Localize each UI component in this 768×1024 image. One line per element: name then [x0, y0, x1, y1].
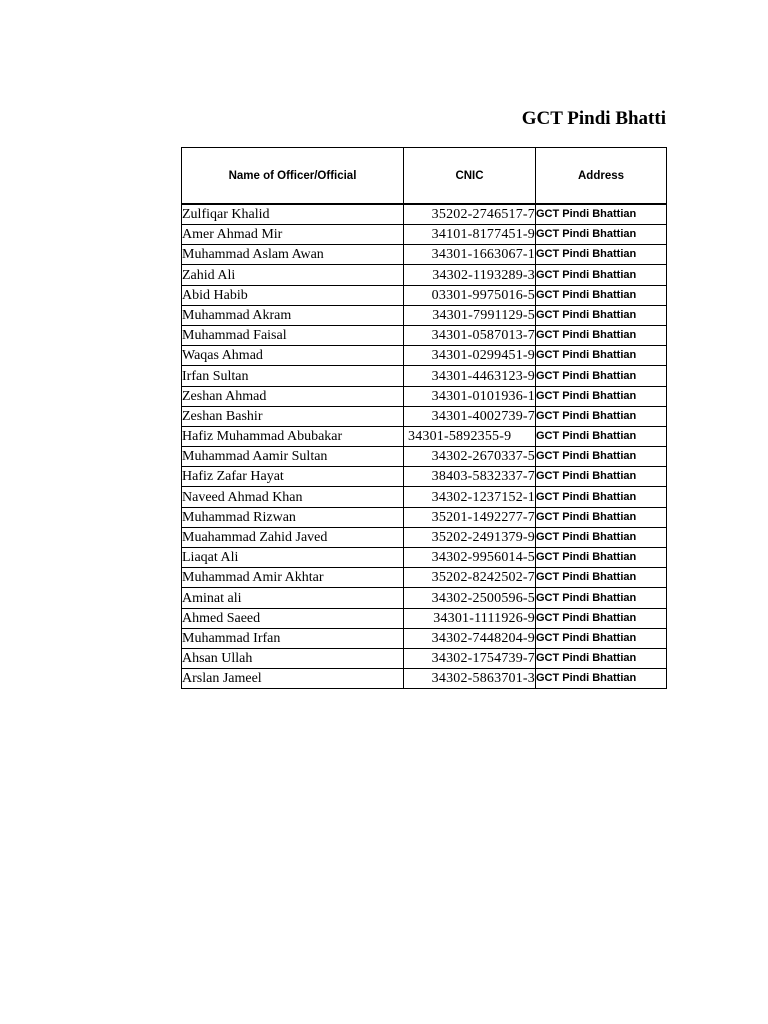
- cell-name: Zeshan Bashir: [182, 406, 404, 426]
- cell-name: Hafiz Muhammad Abubakar: [182, 426, 404, 446]
- cell-cnic: 38403-5832337-7: [404, 467, 536, 487]
- cell-cnic: 34302-9956014-5: [404, 548, 536, 568]
- cell-name: Abid Habib: [182, 285, 404, 305]
- table-row: [182, 204, 667, 225]
- cell-address: GCT Pindi Bhattian: [536, 648, 667, 668]
- cell-address: GCT Pindi Bhattian: [536, 487, 667, 507]
- cell-name: Waqas Ahmad: [182, 346, 404, 366]
- cell-address: GCT Pindi Bhattian: [536, 305, 667, 325]
- table-row: [182, 366, 667, 386]
- table-row: [182, 608, 667, 628]
- cell-name: Arslan Jameel: [182, 669, 404, 689]
- cell-name: Ahmed Saeed: [182, 608, 404, 628]
- cell-name: Hafiz Zafar Hayat: [182, 467, 404, 487]
- cell-cnic: 34101-8177451-9: [404, 225, 536, 245]
- cell-cnic: 03301-9975016-5: [404, 285, 536, 305]
- table-row: [182, 346, 667, 366]
- cell-address: GCT Pindi Bhattian: [536, 346, 667, 366]
- cell-name: Ahsan Ullah: [182, 648, 404, 668]
- staff-table: [181, 147, 667, 689]
- cell-cnic: 34301-7991129-5: [404, 305, 536, 325]
- cell-name: Amer Ahmad Mir: [182, 225, 404, 245]
- table-header-row: [182, 148, 667, 205]
- cell-address: GCT Pindi Bhattian: [536, 285, 667, 305]
- cell-cnic: 34301-0587013-7: [404, 325, 536, 345]
- cell-name: Muhammad Aamir Sultan: [182, 447, 404, 467]
- cell-cnic: 34302-2670337-5: [404, 447, 536, 467]
- cell-name: Liaqat Ali: [182, 548, 404, 568]
- table-row: [182, 648, 667, 668]
- cell-address: GCT Pindi Bhattian: [536, 447, 667, 467]
- cell-cnic: 34301-5892355-9: [404, 426, 536, 446]
- table-row: [182, 487, 667, 507]
- cell-address: GCT Pindi Bhattian: [536, 669, 667, 689]
- table-row: [182, 305, 667, 325]
- cell-address: GCT Pindi Bhattian: [536, 265, 667, 285]
- cell-cnic: 35202-2491379-9: [404, 527, 536, 547]
- table-row: [182, 588, 667, 608]
- cell-cnic: 34301-1111926-9: [404, 608, 536, 628]
- cell-address: GCT Pindi Bhattian: [536, 548, 667, 568]
- cell-cnic: 34302-1754739-7: [404, 648, 536, 668]
- cell-address: GCT Pindi Bhattian: [536, 628, 667, 648]
- header-cnic: CNIC: [404, 148, 536, 205]
- cell-address: GCT Pindi Bhattian: [536, 467, 667, 487]
- cell-cnic: 34301-4463123-9: [404, 366, 536, 386]
- header-address: Address: [536, 148, 667, 205]
- cell-name: Muhammad Aslam Awan: [182, 245, 404, 265]
- cell-address: GCT Pindi Bhattian: [536, 568, 667, 588]
- cell-cnic: 34301-4002739-7: [404, 406, 536, 426]
- cell-address: GCT Pindi Bhattian: [536, 225, 667, 245]
- cell-name: Zeshan Ahmad: [182, 386, 404, 406]
- cell-address: GCT Pindi Bhattian: [536, 426, 667, 446]
- table-row: [182, 507, 667, 527]
- cell-name: Muhammad Akram: [182, 305, 404, 325]
- cell-cnic: 34302-2500596-5: [404, 588, 536, 608]
- cell-cnic: 35202-8242502-7: [404, 568, 536, 588]
- cell-cnic: 35201-1492277-7: [404, 507, 536, 527]
- cell-name: Naveed Ahmad Khan: [182, 487, 404, 507]
- cell-name: Muhammad Amir Akhtar: [182, 568, 404, 588]
- cell-cnic: 34301-0299451-9: [404, 346, 536, 366]
- cell-name: Muhammad Irfan: [182, 628, 404, 648]
- cell-cnic: 35202-2746517-7: [404, 204, 536, 225]
- cell-name: Zahid Ali: [182, 265, 404, 285]
- table-row: [182, 325, 667, 345]
- cell-cnic: 34302-1237152-1: [404, 487, 536, 507]
- cell-address: GCT Pindi Bhattian: [536, 588, 667, 608]
- cell-address: GCT Pindi Bhattian: [536, 527, 667, 547]
- table-row: [182, 568, 667, 588]
- cell-cnic: 34302-1193289-3: [404, 265, 536, 285]
- cell-name: Irfan Sultan: [182, 366, 404, 386]
- table-body: [182, 204, 667, 689]
- cell-name: Muhammad Rizwan: [182, 507, 404, 527]
- cell-cnic: 34302-7448204-9: [404, 628, 536, 648]
- table-row: [182, 426, 667, 446]
- table-row: [182, 669, 667, 689]
- cell-cnic: 34301-1663067-1: [404, 245, 536, 265]
- table-row: [182, 548, 667, 568]
- cell-cnic: 34302-5863701-3: [404, 669, 536, 689]
- table-row: [182, 527, 667, 547]
- cell-address: GCT Pindi Bhattian: [536, 507, 667, 527]
- table-row: [182, 406, 667, 426]
- table-row: [182, 285, 667, 305]
- cell-name: Zulfiqar Khalid: [182, 204, 404, 225]
- cell-address: GCT Pindi Bhattian: [536, 406, 667, 426]
- header-name: Name of Officer/Official: [182, 148, 404, 205]
- cell-address: GCT Pindi Bhattian: [536, 204, 667, 225]
- table-row: [182, 265, 667, 285]
- cell-address: GCT Pindi Bhattian: [536, 245, 667, 265]
- cell-address: GCT Pindi Bhattian: [536, 386, 667, 406]
- table-row: [182, 447, 667, 467]
- cell-address: GCT Pindi Bhattian: [536, 608, 667, 628]
- table-row: [182, 245, 667, 265]
- page-title: GCT Pindi Bhatti: [521, 108, 666, 129]
- table-row: [182, 225, 667, 245]
- table-row: [182, 467, 667, 487]
- cell-name: Muhammad Faisal: [182, 325, 404, 345]
- cell-address: GCT Pindi Bhattian: [536, 366, 667, 386]
- cell-address: GCT Pindi Bhattian: [536, 325, 667, 345]
- cell-cnic: 34301-0101936-1: [404, 386, 536, 406]
- table-row: [182, 386, 667, 406]
- table-row: [182, 628, 667, 648]
- cell-name: Aminat ali: [182, 588, 404, 608]
- cell-name: Muahammad Zahid Javed: [182, 527, 404, 547]
